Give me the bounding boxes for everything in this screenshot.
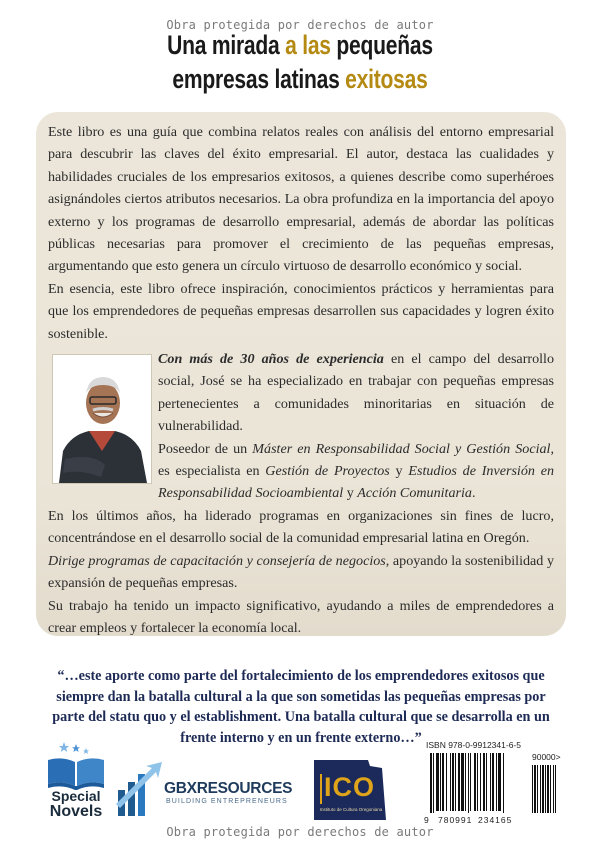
barcode-bars <box>424 753 570 813</box>
gbx-wordmark: GBXRESOURCES <box>164 780 293 797</box>
addon-barcode-bar <box>555 765 556 813</box>
barcode-bar <box>474 753 476 811</box>
barcode-bar <box>490 753 491 811</box>
ico-logo <box>310 758 390 822</box>
barcode-bar <box>446 753 447 811</box>
barcode-bar <box>477 753 478 811</box>
gbx-arrow-icon <box>112 760 168 818</box>
price-code: 90000> <box>532 752 561 762</box>
barcode-bar <box>492 753 494 811</box>
barcode-bar <box>465 753 466 811</box>
barcode-digit-prefix: 9 <box>424 815 429 825</box>
special-novels-word-2: Novels <box>49 803 103 820</box>
ico-tagline: Instituto de Cultura Oregoniana <box>319 807 383 812</box>
barcode-bar <box>468 753 469 813</box>
copyright-watermark-top: Obra protegida por derechos de autor <box>166 18 434 32</box>
barcode-bar <box>440 753 441 811</box>
barcode-bar <box>455 753 456 811</box>
barcode-bar <box>461 753 464 811</box>
barcode-bar <box>470 753 471 811</box>
isbn-barcode <box>424 740 570 826</box>
bio-paragraph-2: Poseedor de un Máster en Responsabilidad Social y Gestión Social, es especialista en Gestión de Proyectos y Estudios de Inversión en Responsabilidad Socioambiental y Acción Comunitaria. <box>158 440 554 502</box>
author-photo <box>52 354 152 484</box>
barcode-bar <box>496 753 497 811</box>
bio-paragraph-3: En los últimos años, ha liderado programas en organizaciones sin fines de lucro, concentrándose en el desarrollo social de la comunidad empresarial latina en Oregón. <box>48 508 554 547</box>
addon-barcode-bar <box>547 765 549 813</box>
special-novels-logo <box>40 740 112 822</box>
addon-barcode-bar <box>542 765 544 813</box>
barcode-bar <box>442 753 444 811</box>
barcode-digits-right: 234165 <box>478 815 513 825</box>
bio-paragraph-1: Con más de 30 años de experiencia en el campo del desarrollo social, José se ha especializado en trabajar con pequeñas empresas pertenecientes a comunidades minoritarias en situación de vulnerabilidad. <box>158 351 555 435</box>
barcode-digits-left: 780991 <box>438 815 473 825</box>
barcode-bar <box>452 753 454 811</box>
addon-barcode-bar <box>537 765 538 813</box>
book-synopsis <box>48 121 554 345</box>
bio-paragraph-5: Su trabajo ha tenido un impacto significativo, ayudando a miles de emprendedores a crear empleos y fortalecer la economía local. <box>48 597 554 637</box>
barcode-bar <box>498 753 501 811</box>
synopsis-paragraph-1: Este libro es una guía que combina relatos reales con análisis del entorno empresarial para descubrir las claves del éxito empresarial. El autor, destaca las cualidades y habilidades cruciales de los empresarios exitosos, a quienes describe como superhéroes asignándoles ciertos atributos necesarios. La obra profundiza en la importancia del apoyo externo y los programas de desarrollo empresarial, además de abordar las políticas públicas necesarias para promover el crecimiento de las pequeñas empresas, argumentando que esto genera un círculo virtuoso de desarrollo económico y social. <box>48 124 554 275</box>
synopsis-paragraph-2: En esencia, este libro ofrece inspiración, conocimientos prácticos y herramientas para que los emprendedores de pequeñas empresas desarrollen sus capacidades y logren éxito sostenible. <box>48 280 554 342</box>
author-portrait-image <box>53 355 151 483</box>
ico-wordmark: ICO <box>324 772 376 802</box>
special-novels-word-1: Special <box>51 788 101 804</box>
barcode-bar <box>458 753 460 811</box>
gbx-resources-logo <box>112 760 297 818</box>
barcode-bar <box>503 753 504 813</box>
author-bio-continued <box>48 505 554 639</box>
barcode-bar <box>486 753 487 811</box>
author-bio-intro <box>158 348 554 505</box>
gbx-tagline: BUILDING ENTREPRENEURS <box>166 798 288 805</box>
barcode-bar <box>430 753 432 813</box>
isbn-label: ISBN 978-0-9912341-6-5 <box>426 740 521 750</box>
addon-barcode-bar <box>540 765 541 813</box>
addon-barcode-bar <box>534 765 536 813</box>
addon-barcode-bar <box>532 765 533 813</box>
addon-barcode-bar <box>545 765 546 813</box>
addon-barcode-bar <box>550 765 551 813</box>
barcode-bar <box>433 753 434 813</box>
book-title-line-2: empresas latinas exitosas <box>172 64 428 94</box>
addon-barcode-bar <box>553 765 554 813</box>
copyright-watermark-bottom: Obra protegida por derechos de autor <box>166 825 434 839</box>
bio-paragraph-4: Dirige programas de capacitación y consejería de negocios, apoyando la sostenibilidad y expansión de pequeñas empresas. <box>48 552 554 592</box>
barcode-bar <box>480 753 481 811</box>
barcode-bar <box>450 753 451 811</box>
book-title-line-1: Una mirada a las pequeñas <box>167 30 433 60</box>
pull-quote: “…este aporte como parte del fortalecimiento de los emprendedores exitosos que siempre dan la batalla cultural a la que son sometidas las pequeñas empresas por parte del statu quo y el establishment. Una batalla cultural que se desarrolla en un frente interno y en un frente externo…” <box>52 668 550 746</box>
barcode-bar <box>483 753 485 811</box>
barcode-bar <box>436 753 439 811</box>
